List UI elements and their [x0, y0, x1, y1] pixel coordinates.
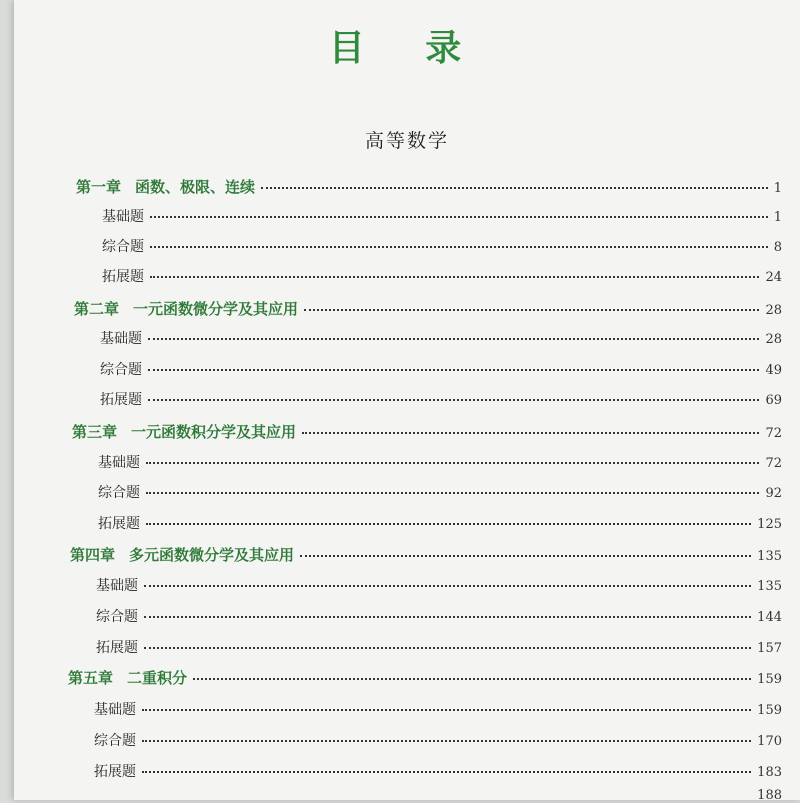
- page-number: 157: [757, 641, 782, 656]
- page-number: 159: [757, 672, 782, 687]
- toc-section-row[interactable]: [96, 575, 782, 595]
- chapter-label: [72, 421, 296, 442]
- section-label: 基础题: [96, 578, 138, 594]
- section-label: 基础题: [100, 331, 142, 347]
- dot-leader: [261, 187, 768, 189]
- dot-leader: [302, 432, 759, 434]
- section-label: 综合题: [98, 485, 140, 501]
- toc-section-row[interactable]: [98, 482, 782, 502]
- subject-heading: 高等数学: [364, 130, 449, 152]
- table-of-contents: [14, 0, 800, 803]
- toc-chapter-row[interactable]: [76, 176, 782, 197]
- chapter-number: 第二章: [74, 300, 120, 318]
- dot-leader: [150, 276, 759, 278]
- page-number: 183: [757, 765, 782, 780]
- section-label: 综合题: [100, 362, 142, 378]
- toc-section-row[interactable]: [98, 513, 782, 533]
- dot-leader: [144, 647, 751, 649]
- section-label: 拓展题: [102, 269, 144, 285]
- section-label: 基础题: [98, 455, 140, 471]
- toc-partial-row: [94, 788, 782, 803]
- dot-leader: [148, 399, 759, 401]
- section-label: 拓展题: [98, 516, 140, 532]
- toc-section-row[interactable]: [102, 236, 782, 256]
- toc-section-row[interactable]: [96, 606, 782, 626]
- chapter-label: [68, 667, 187, 688]
- page-number: 170: [757, 734, 782, 749]
- page-number: 72: [765, 456, 782, 471]
- page-number: 28: [765, 332, 782, 347]
- page-number: 144: [757, 610, 782, 625]
- toc-section-row[interactable]: [102, 206, 782, 226]
- chapter-number: 第五章: [68, 669, 114, 687]
- dot-leader: [193, 678, 751, 680]
- chapter-title: 多元函数微分学及其应用: [129, 546, 295, 564]
- dot-leader: [144, 616, 751, 618]
- page-number: 24: [765, 270, 782, 285]
- dot-leader: [300, 555, 751, 557]
- dot-leader: [144, 585, 751, 587]
- page-number: 188: [757, 788, 782, 803]
- page-number: 125: [757, 517, 782, 532]
- document-page: [14, 0, 800, 803]
- dot-leader: [142, 771, 751, 773]
- chapter-title: 二重积分: [127, 669, 188, 687]
- section-label: 拓展题: [100, 392, 142, 408]
- dot-leader: [146, 492, 759, 494]
- page-number: 135: [757, 549, 782, 564]
- dot-leader: [146, 462, 759, 464]
- toc-chapter-row[interactable]: [68, 667, 782, 688]
- dot-leader: [304, 309, 759, 311]
- section-label: 综合题: [102, 239, 144, 255]
- toc-section-row[interactable]: [94, 761, 782, 781]
- section-label: 综合题: [94, 733, 136, 749]
- chapter-title: 函数、极限、连续: [135, 178, 256, 196]
- dot-leader: [148, 338, 759, 340]
- toc-chapter-row[interactable]: [70, 544, 782, 565]
- dot-leader: [150, 246, 768, 248]
- toc-section-row[interactable]: [94, 699, 782, 719]
- toc-chapter-row[interactable]: [72, 421, 782, 442]
- page-number: 8: [773, 240, 782, 255]
- page-number: 49: [765, 363, 782, 378]
- dot-leader: [142, 709, 751, 711]
- toc-section-row[interactable]: [94, 730, 782, 750]
- dot-leader: [146, 523, 751, 525]
- page-number: 159: [757, 703, 782, 718]
- chapter-number: 第三章: [72, 423, 118, 441]
- section-label: 拓展题: [94, 764, 136, 780]
- dot-leader: [150, 216, 768, 218]
- chapter-label: [76, 176, 255, 197]
- section-label: 综合题: [96, 609, 138, 625]
- page-number: 92: [765, 486, 782, 501]
- toc-section-row[interactable]: [96, 637, 782, 657]
- toc-section-row[interactable]: [100, 359, 782, 379]
- page-number: 1: [773, 210, 782, 225]
- page-number: 28: [765, 303, 782, 318]
- page-number: 135: [757, 579, 782, 594]
- section-label: 拓展题: [96, 640, 138, 656]
- page-number: 69: [765, 393, 782, 408]
- dot-leader: [100, 794, 751, 796]
- toc-section-row[interactable]: [100, 389, 782, 409]
- chapter-number: 第四章: [70, 546, 116, 564]
- page-number: 72: [765, 426, 782, 441]
- dot-leader: [142, 740, 751, 742]
- chapter-number: 第一章: [76, 178, 122, 196]
- dot-leader: [148, 369, 759, 371]
- chapter-label: [74, 298, 298, 319]
- page-number: 1: [773, 181, 782, 196]
- chapter-title: 一元函数积分学及其应用: [131, 423, 297, 441]
- toc-chapter-row[interactable]: [74, 298, 782, 319]
- section-label: 基础题: [94, 702, 136, 718]
- page-title: 目 录: [328, 28, 486, 69]
- toc-section-row[interactable]: [102, 266, 782, 286]
- chapter-label: [70, 544, 294, 565]
- toc-section-row[interactable]: [98, 452, 782, 472]
- section-label: 基础题: [102, 209, 144, 225]
- toc-section-row[interactable]: [100, 328, 782, 348]
- chapter-title: 一元函数微分学及其应用: [133, 300, 299, 318]
